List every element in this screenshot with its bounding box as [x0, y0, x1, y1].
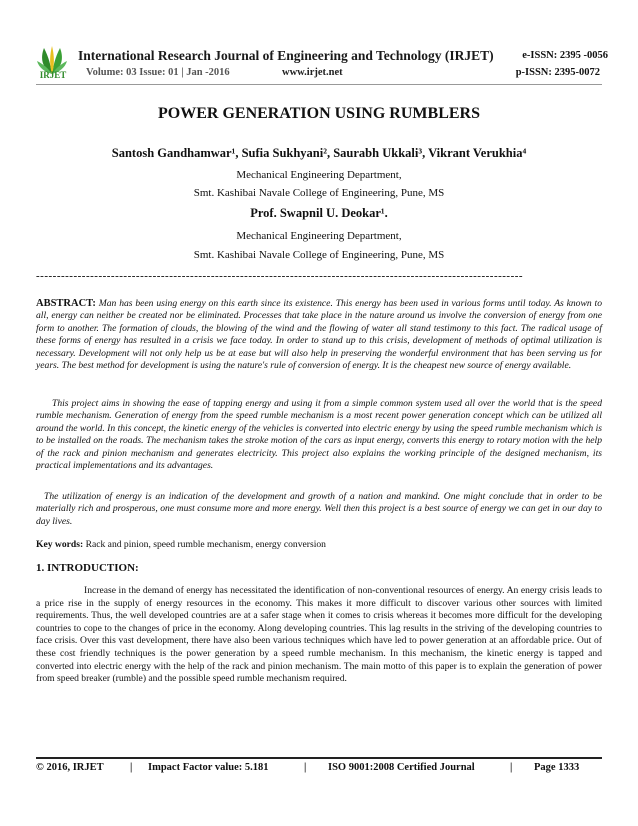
footer-separator: | [304, 762, 307, 773]
logo-text: IRJET [39, 70, 67, 80]
footer-impact-factor: Impact Factor value: 5.181 [148, 762, 269, 773]
journal-header [30, 40, 608, 82]
footer-separator: | [130, 762, 133, 773]
abstract-paragraph-3: The utilization of energy is an indication of the development and growth of a nation and mankind. One might conclude that in order to be materially rich and prosperous, one must consume more and more energy. Well then this project is a best source of energy we can get in our day to day lives. [36, 491, 602, 527]
p-issn: p-ISSN: 2395-0072 [515, 67, 600, 78]
affiliation-department: Mechanical Engineering Department, [236, 169, 402, 181]
keywords [36, 539, 602, 551]
keywords-label: Key words: [36, 539, 84, 550]
journal-name: International Research Journal of Engineering and Technology (IRJET) [78, 48, 494, 63]
supervisor-department: Mechanical Engineering Department, [236, 230, 402, 242]
abstract-paragraph [36, 298, 602, 372]
abstract-text: Man has been using energy on this earth since its existence. This energy has been used in various forms until today. As known to all, energy can neither be created nor be eliminated. Processes that take place in the nature around us involve the conversion of energy from one form to another. The formation of clouds, the blowing of the wind and the flowing of water all stand testimony to this fact. The radical usage of these forms of energy has resulted in a crisis we face today. In order to stand up to this crisis, development of methods of optimal utilization is necessary. Development will not only help us be at ease but will also help in preserving the wonderful environment that has been serving us for years. The best method for development is using the nature's rule of conversion of energy. It is the cheapest new source of energy available. [36, 298, 602, 372]
footer-iso: ISO 9001:2008 Certified Journal [328, 762, 475, 773]
e-issn: e-ISSN: 2395 -0056 [522, 50, 608, 61]
keywords-text: Rack and pinion, speed rumble mechanism, energy conversion [83, 539, 326, 550]
supervisor-college: Smt. Kashibai Navale College of Engineering, Pune, MS [193, 249, 445, 261]
abstract-paragraph-2: This project aims in showing the ease of tapping energy and using it from a simple common system used all over the world that is the speed rumble mechanism. Generation of energy from the speed rumble mechanism is a most recent power generation concept which can be utilized all around the world. In this concept, the kinetic energy of the vehicles is converted into electric energy by using the speed rumble mechanism which is to be installed on the roads. The mechanism takes the stroke motion of the cars as input energy, converts this energy to rotary motion with the help of the rack and pinion mechanism and generates electricity. This project also explains the working principle of the designed mechanism, its practical implementations and its advantages. [36, 398, 602, 472]
introduction-heading: 1. INTRODUCTION: [36, 562, 139, 574]
footer-divider [36, 757, 602, 759]
footer-copyright: © 2016, IRJET [36, 762, 104, 773]
author-list: Santosh Gandhamwar¹, Sufia Sukhyani², Saurabh Ukkali³, Vikrant Verukhia⁴ [111, 146, 527, 160]
paper-title: POWER GENERATION USING RUMBLERS [158, 105, 480, 122]
supervisor-name: Prof. Swapnil U. Deokar¹. [250, 206, 388, 220]
abstract-label: ABSTRACT: [36, 298, 96, 309]
footer-separator: | [510, 762, 513, 773]
header-divider [36, 84, 602, 85]
affiliation-college: Smt. Kashibai Navale College of Engineering, Pune, MS [193, 187, 445, 199]
journal-website-link[interactable]: www.irjet.net [282, 67, 343, 78]
volume-issue: Volume: 03 Issue: 01 | Jan -2016 [86, 67, 230, 78]
introduction-paragraph: Increase in the demand of energy has necessitated the identification of non-conventional resources of energy. An energy crisis leads to a price rise in the supply of energy resources in the economy. This makes it more difficult to discover various other sources with limited requirements. Thus, the well developed countries are at a safer stage when it comes to crisis whereas it becomes more difficult for the developing countries to cope to the changes of price in the economy. Along developing countries. This lag results in the striving of the developing countries to face crisis. Over this vast development, there have also been various techniques which have led to power generation at an affordable price. Out of these cost friendly techniques is the power generation by a speed rumble mechanism. In this mechanism, the kinetic energy is tapped and converted into electric energy with the help of the rack and pinion mechanism. The main motto of this paper is to explain the generation of power from speed breaker (rumble) and the possible speed rumble mechanism required. [36, 585, 602, 685]
footer-page-number: Page 1333 [534, 762, 580, 773]
dashed-separator: --------------------------------------------------------------------------------------------------------------------- [36, 270, 524, 282]
